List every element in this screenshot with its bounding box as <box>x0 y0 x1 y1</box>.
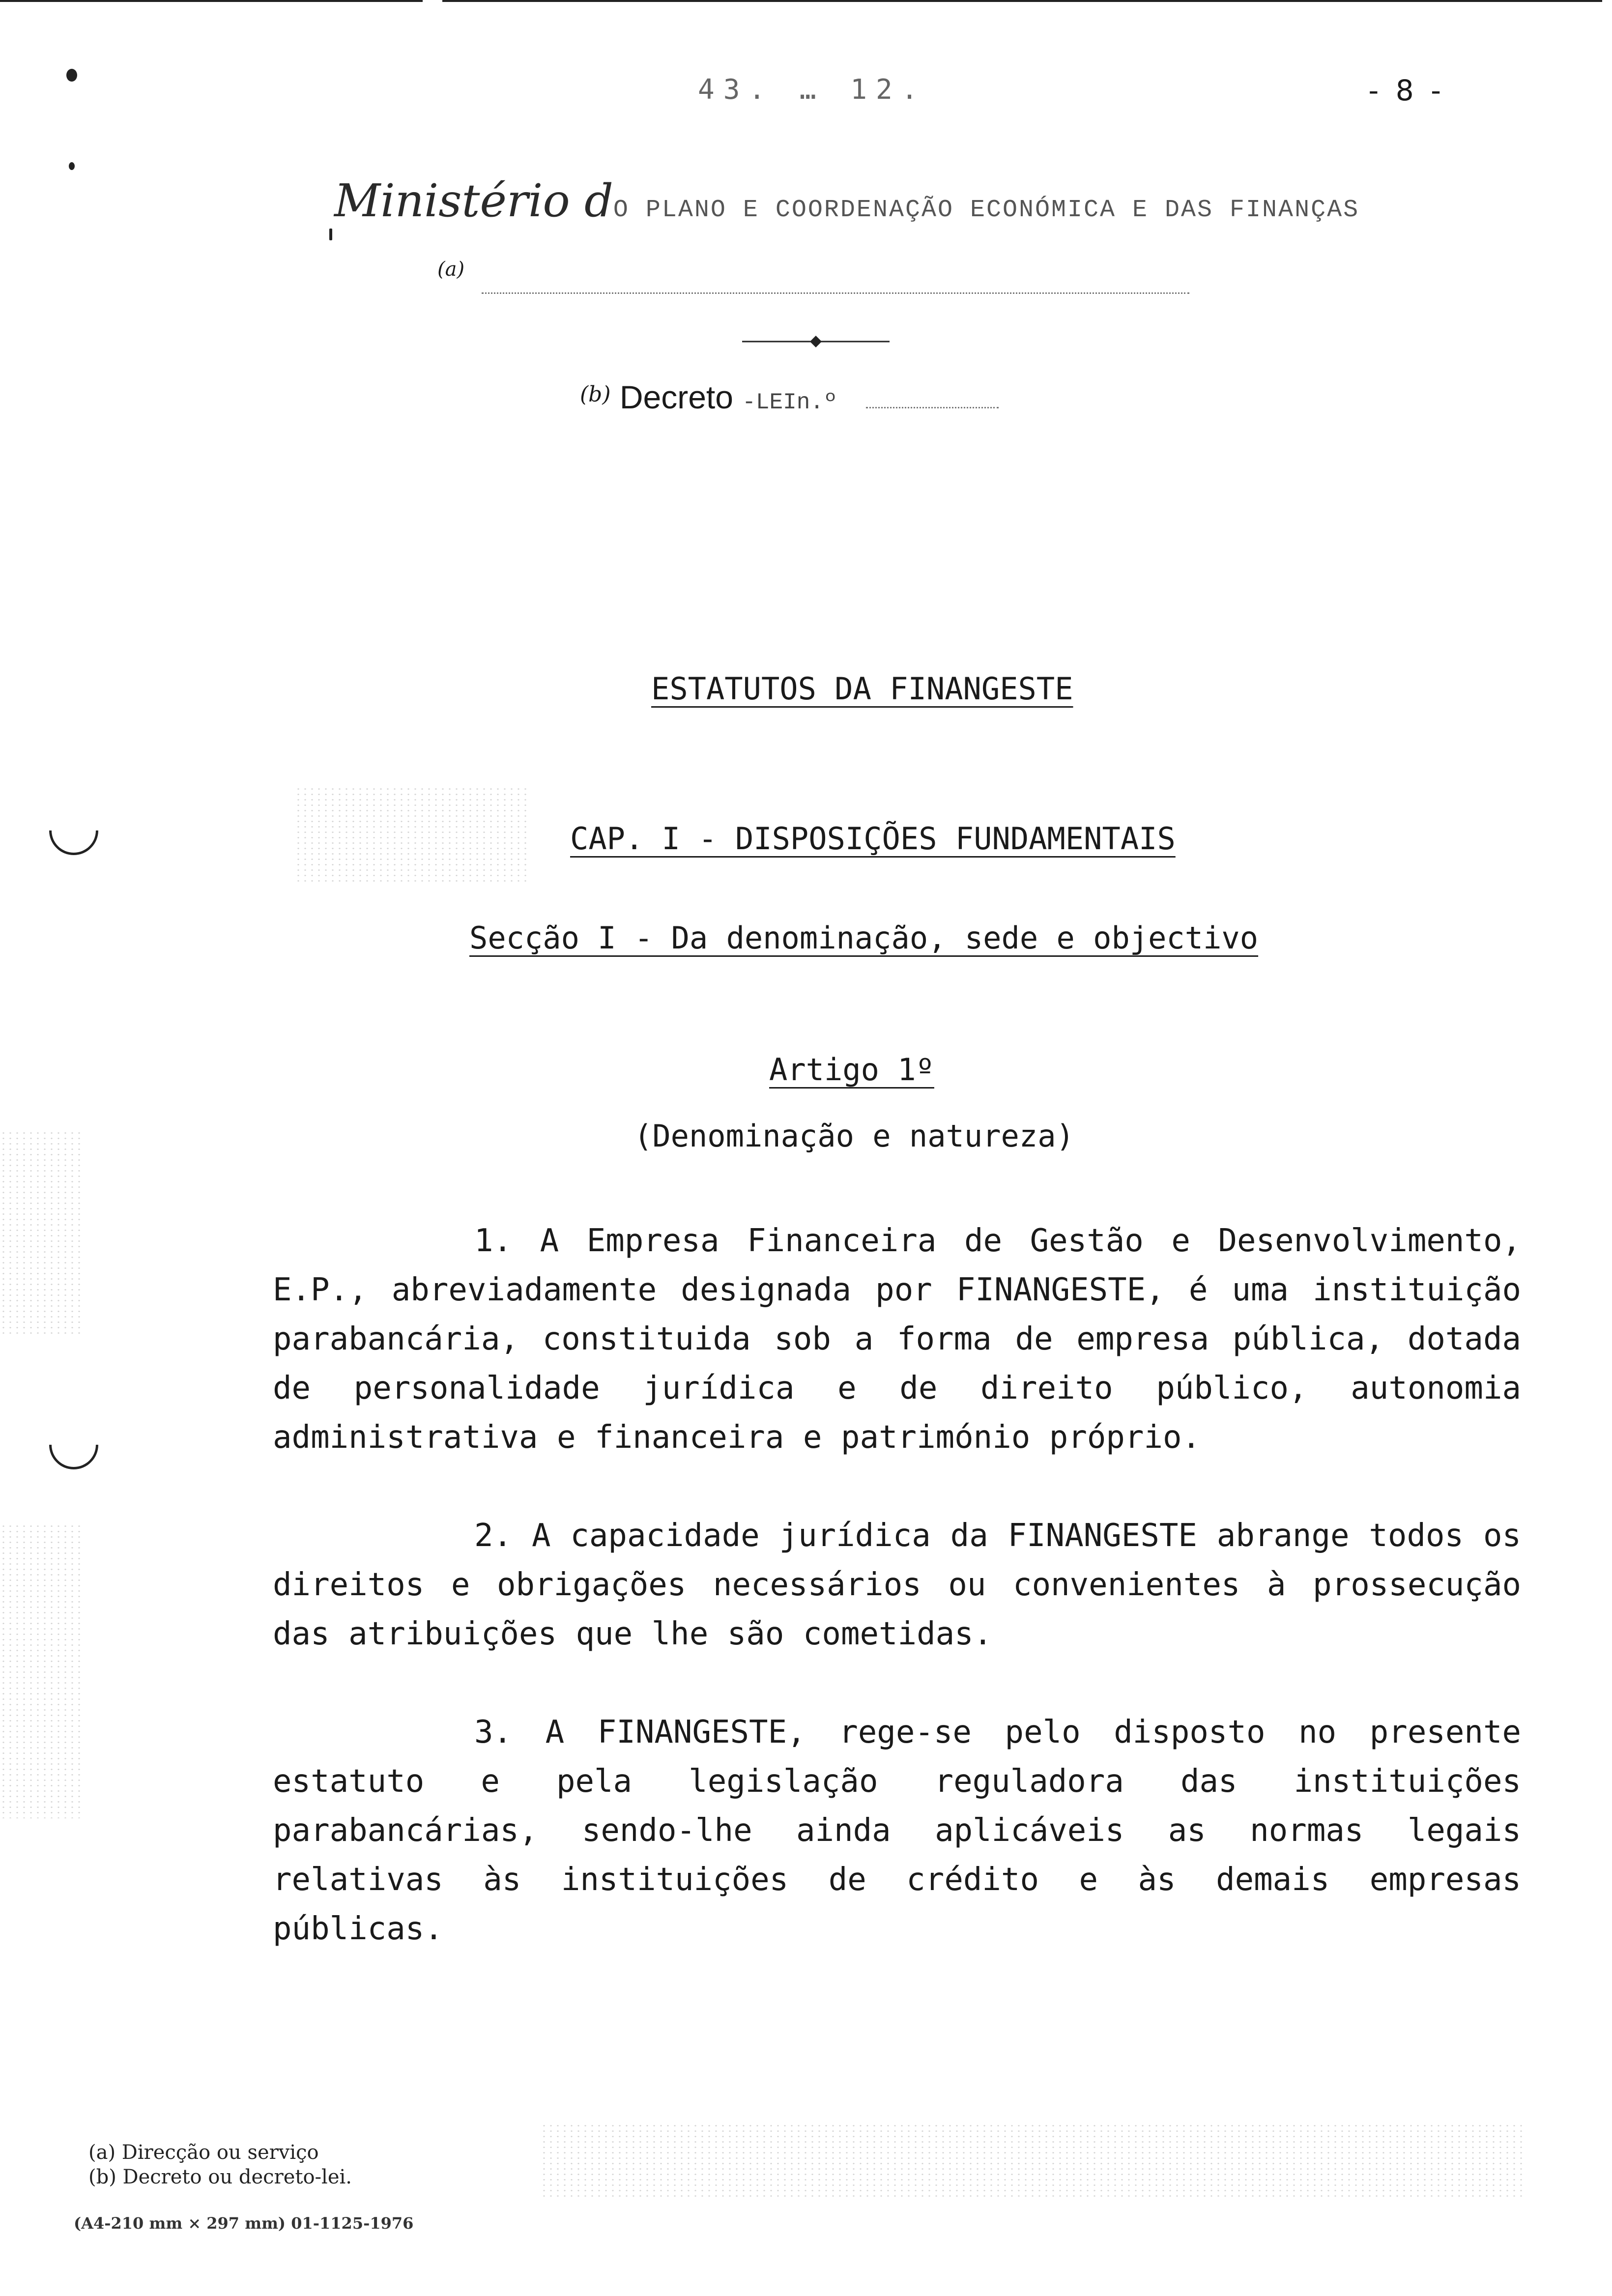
footnotes <box>88 2140 352 2189</box>
document-title: ESTATUTOS DA FINANGESTE <box>651 671 1073 707</box>
article-heading: Artigo 1º <box>769 1052 934 1088</box>
ministry-name: O PLANO E COORDENAÇÃO ECONÓMICA E DAS FINANÇAS <box>613 196 1360 224</box>
scan-noise <box>541 2123 1524 2197</box>
scan-mark <box>66 69 77 82</box>
ministry-prefix: Ministério d <box>334 174 613 227</box>
ministry-letterhead <box>334 174 1359 227</box>
binding-hole-mark <box>39 1410 108 1479</box>
paragraph-3: 3. A FINANGESTE, rege-se pelo disposto no presente estatuto e pela legislação reguladora das instituições parabancárias, sendo-lhe ainda aplicáveis as normas legais relativas às instituições de crédito e às demais empresas públicas. <box>273 1714 1521 1947</box>
field-a-blank <box>482 292 1189 294</box>
scan-noise <box>0 1130 84 1337</box>
decree-suffix: -LEIn.º <box>742 390 837 415</box>
footnote-a: (a) Direcção ou serviço <box>88 2141 319 2164</box>
binding-hole-mark <box>39 796 108 865</box>
footnote-b: (b) Decreto ou decreto-lei. <box>88 2166 352 2188</box>
print-reference: (A4-210 mm × 297 mm) 01-1125-1976 <box>74 2214 414 2233</box>
decree-line <box>580 378 999 416</box>
scan-noise <box>295 786 531 885</box>
decree-mark: (b) <box>580 382 611 407</box>
article-subtitle: (Denominação e natureza) <box>634 1118 1074 1154</box>
page-number: - 8 - <box>1368 74 1445 107</box>
top-border-line <box>0 0 423 2</box>
faint-stamp: 43. … 12. <box>698 74 927 106</box>
paragraph-1: 1. A Empresa Financeira de Gestão e Desenvolvimento, E.P., abreviadamente designada por FINANGESTE, é uma instituição parabancária, constituida sob a forma de empresa pública, dotada de personalidade jurídica e de direito público, autonomia administrativa e financeira e património próprio. <box>273 1223 1521 1456</box>
scan-mark <box>329 229 332 240</box>
ornament-divider <box>742 334 890 349</box>
scan-noise <box>0 1523 84 1818</box>
decree-number-blank <box>866 407 999 408</box>
field-a-label: (a) <box>437 258 465 281</box>
section-heading: Secção I - Da denominação, sede e objectivo <box>469 920 1259 956</box>
chapter-heading: CAP. I - DISPOSIÇÕES FUNDAMENTAIS <box>570 821 1176 857</box>
paragraph-2: 2. A capacidade jurídica da FINANGESTE abrange todos os direitos e obrigações necessários ou convenientes à prossecução das atribuições que lhe são cometidas. <box>273 1518 1521 1652</box>
scan-mark <box>69 162 75 170</box>
top-border-line <box>442 0 1602 2</box>
decree-label: Decreto <box>619 379 733 415</box>
